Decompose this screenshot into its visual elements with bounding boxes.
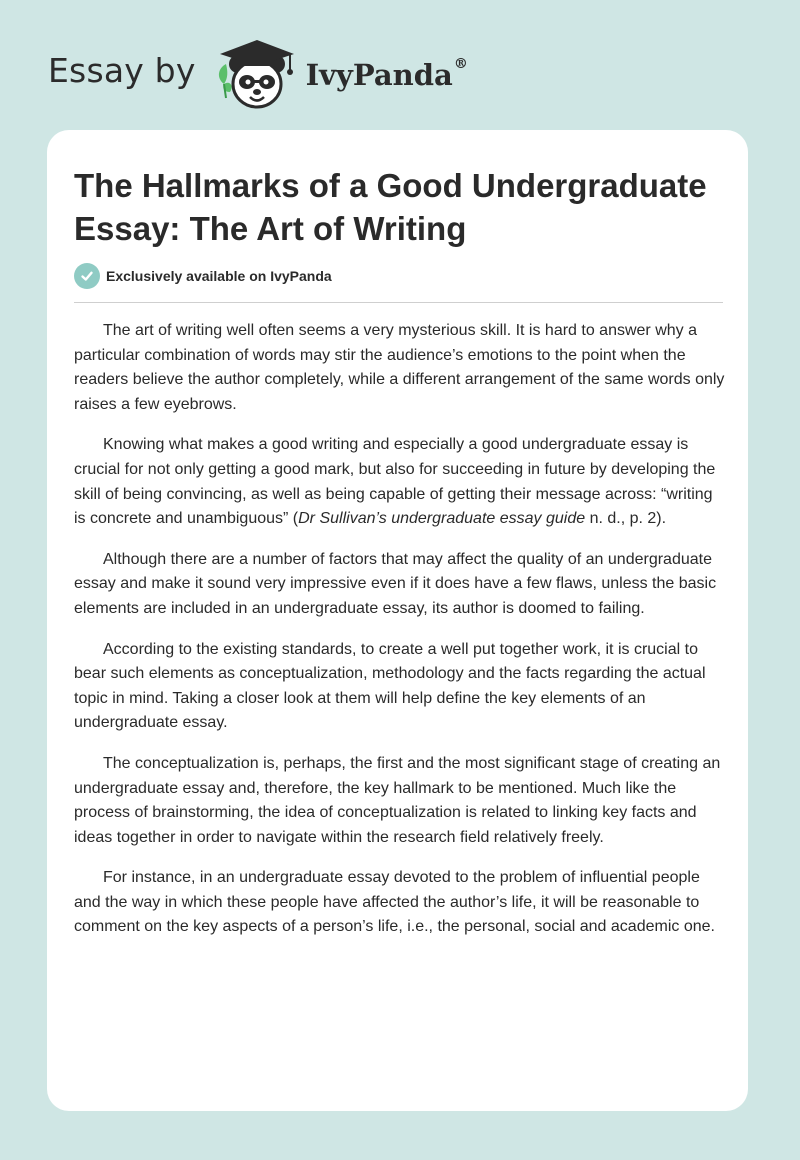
registered-mark: ® [453,56,468,72]
citation-source: Dr Sullivan’s undergraduate essay guide [298,510,586,528]
brand-name [306,58,468,92]
panda-graduate-icon [210,34,302,114]
paragraph-2-citation: n. d., p. 2). [585,510,667,528]
divider [74,302,723,303]
essay-card [47,130,748,1111]
check-icon [74,263,100,289]
paragraph-2-text: Knowing what makes a good writing and especially a good undergraduate essay is crucial for not only getting a good mark, but also for succeeding in future by developing the skill of being convincing, as well as being capable of getting their message across: “writing is concrete and unambiguous” ( [74,436,716,528]
essay-body [74,319,726,956]
exclusive-badge [74,263,332,289]
brand-text: IvyPanda [305,58,453,92]
paragraph-2 [74,433,726,531]
exclusive-label: Exclusively available on IvyPanda [106,268,332,284]
paragraph-4: According to the existing standards, to create a well put together work, it is crucial to bear such elements as conceptualization, methodology and the facts regarding the actual topic in mind. Taking a closer look at them will help define the key elements of an undergraduate essay. [74,640,706,732]
essay-by-label: Essay by [48,50,196,90]
site-header [48,34,468,114]
essay-title-line1: The Hallmarks of a Good Undergraduate [74,167,707,204]
essay-title-line2: Essay: The Art of Writing [74,210,467,247]
paragraph-5: The conceptualization is, perhaps, the first and the most significant stage of creating an undergraduate essay and, therefore, the key hallmark to be mentioned. Much like the process of brainstorming, the idea of conceptualization is related to linking key facts and ideas together in order to navigate within the research field relatively freely. [74,754,721,846]
essay-title [74,164,734,250]
paragraph-1: The art of writing well often seems a very mysterious skill. It is hard to answer why a particular combination of words may stir the audience’s emotions to the point when the readers believe the author completely, while a different arrangement of the same words only raises a few eyebrows. [74,322,725,413]
paragraph-6: For instance, in an undergraduate essay devoted to the problem of influential people and the way in which these people have affected the author’s life, it will be reasonable to comment on the key aspects of a person’s life, i.e., the personal, social and academic one. [74,869,715,936]
paragraph-3: Although there are a number of factors that may affect the quality of an undergraduate essay and make it sound very impressive even if it does have a few flaws, unless the basic elements are included in an undergraduate essay, its author is doomed to failing. [74,550,717,617]
